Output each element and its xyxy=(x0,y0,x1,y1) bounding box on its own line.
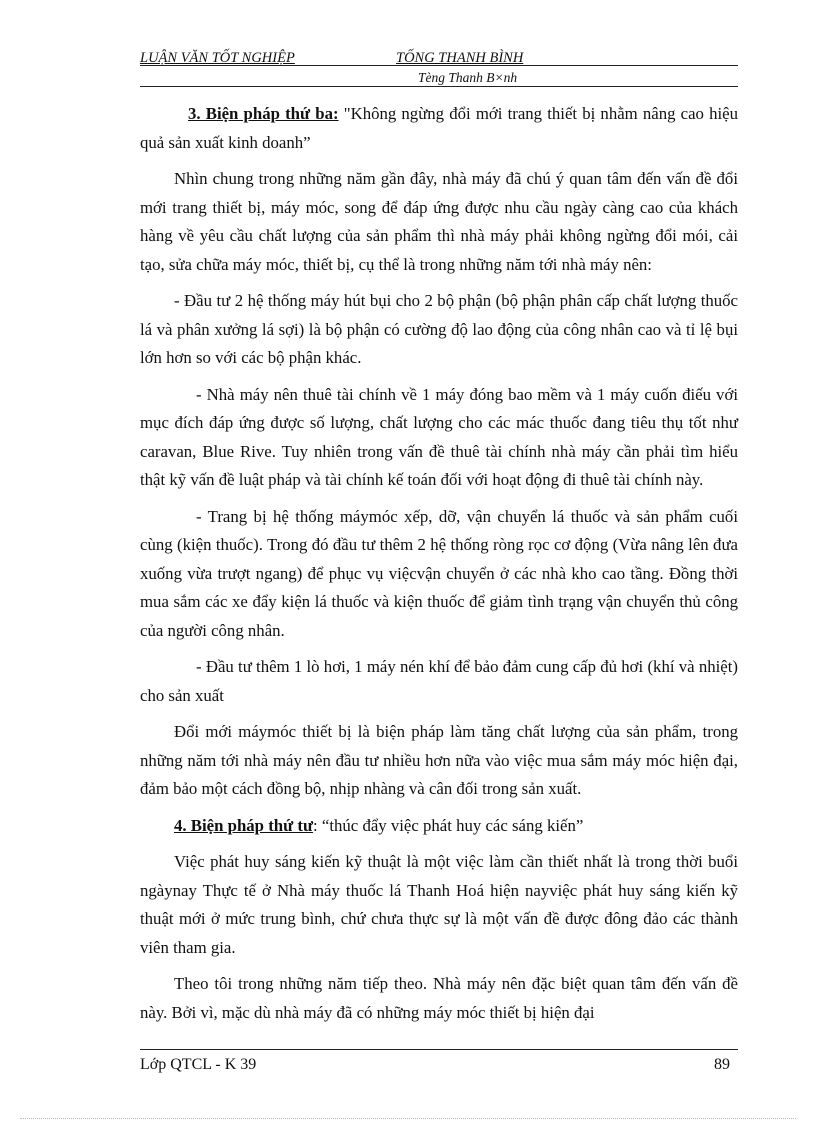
header-author-subtitle: Tèng Thanh B×nh xyxy=(418,70,518,85)
section-4-subtitle: : “thúc đẩy việc phát huy các sáng kiến” xyxy=(313,815,584,835)
section-4-heading xyxy=(140,812,738,841)
page-header xyxy=(140,50,738,90)
bullet-paragraph: - Nhà máy nên thuê tài chính về 1 máy đóng bao mềm và 1 máy cuốn điếu với mục đích đáp ứng được số lượng, chất lượng cho các mác thuốc đang tiêu thụ tốt như caravan, Blue Rive. Tuy nhiên trong vấn đề thuê tài chính nhà máy cần phải tìm hiểu thật kỹ vấn đề luật pháp và tài chính kế toán đối với hoạt động đi thuê tài chính này. xyxy=(140,384,738,489)
header-thesis-label: LUẬN VĂN TỐT NGHIỆP xyxy=(140,50,295,66)
paragraph: Đổi mới máymóc thiết bị là biện pháp làm tăng chất lượng của sản phẩm, trong những năm tới nhà máy nên đầu tư nhiều hơn nữa vào việc mua sắm máy móc hiện đại, đảm bảo một cách đồng bộ, nhịp nhàng và cân đối trong sản xuất. xyxy=(140,722,738,798)
section-3-subtitle: "Không ngừng đổi mới trang thiết bị nhằm nâng cao hiệu quả sản xuất kinh doanh” xyxy=(140,104,738,152)
paragraph: Việc phát huy sáng kiến kỹ thuật là một việc làm cần thiết nhất là trong thời buổi ngàynay Thực tế ở Nhà máy thuốc lá Thanh Hoá hiện nayviệc phát huy sáng kiến kỹ thuật mới ở mức trung bình, chứ chưa thực sự là một vấn đề được đông đảo các thành viên tham gia. xyxy=(140,852,738,957)
page-number: 89 xyxy=(714,1056,730,1073)
paragraph: Theo tôi trong những năm tiếp theo. Nhà máy nên đặc biệt quan tâm đến vấn đề này. Bởi vì, mặc dù nhà máy đã có những máy móc thiết bị hiện đại xyxy=(140,974,738,1022)
section-3-heading xyxy=(140,100,738,157)
page-bottom-border xyxy=(20,1118,796,1119)
paragraph: Nhìn chung trong những năm gần đây, nhà máy đã chú ý quan tâm đến vấn đề đổi mới trang thiết bị, máy móc, song để đáp ứng được nhu cầu ngày càng cao của khách hàng về yêu cầu chất lượng của sản phẩm thì nhà máy phải không ngừng đổi mói, cải tạo, sửa chữa máy móc, thiết bị, cụ thể là trong những năm tới nhà máy nên: xyxy=(140,169,738,274)
section-4-title: 4. Biện pháp thứ tư xyxy=(174,815,314,835)
footer-class-label: Lớp QTCL - K 39 xyxy=(140,1056,257,1073)
bullet-paragraph: - Trang bị hệ thống máymóc xếp, dỡ, vận chuyển lá thuốc và sản phẩm cuối cùng (kiện thuốc). Trong đó đầu tư thêm 2 hệ thống ròng rọc cơ động (Vừa nâng lên đưa xuống vừa trượt ngang) để phục vụ việcvận chuyển ở các nhà kho cao tầng. Đồng thời mua sắm các xe đẩy kiện lá thuốc và kiện thuốc để giảm tình trạng vận chuyển thủ công của người công nhân. xyxy=(140,506,738,640)
bullet-paragraph: - Đầu tư 2 hệ thống máy hút bụi cho 2 bộ phận (bộ phận phân cấp chất lượng thuốc lá và phân xưởng lá sợi) là bộ phận có cường độ lao động của công nhân cao và tỉ lệ bụi lớn hơn so với các bộ phận khác. xyxy=(140,291,738,367)
footer-rule xyxy=(140,1049,738,1050)
section-3-title: 3. Biện pháp thứ ba: xyxy=(188,104,339,123)
bullet-paragraph: - Đầu tư thêm 1 lò hơi, 1 máy nén khí để bảo đảm cung cấp đủ hơi (khí và nhiệt) cho sản xuất xyxy=(140,657,738,705)
header-rule xyxy=(140,65,738,66)
header-rule-bottom xyxy=(140,86,738,87)
header-author-name: TỐNG THANH BÌNH xyxy=(396,50,524,66)
page-body xyxy=(140,100,738,1027)
